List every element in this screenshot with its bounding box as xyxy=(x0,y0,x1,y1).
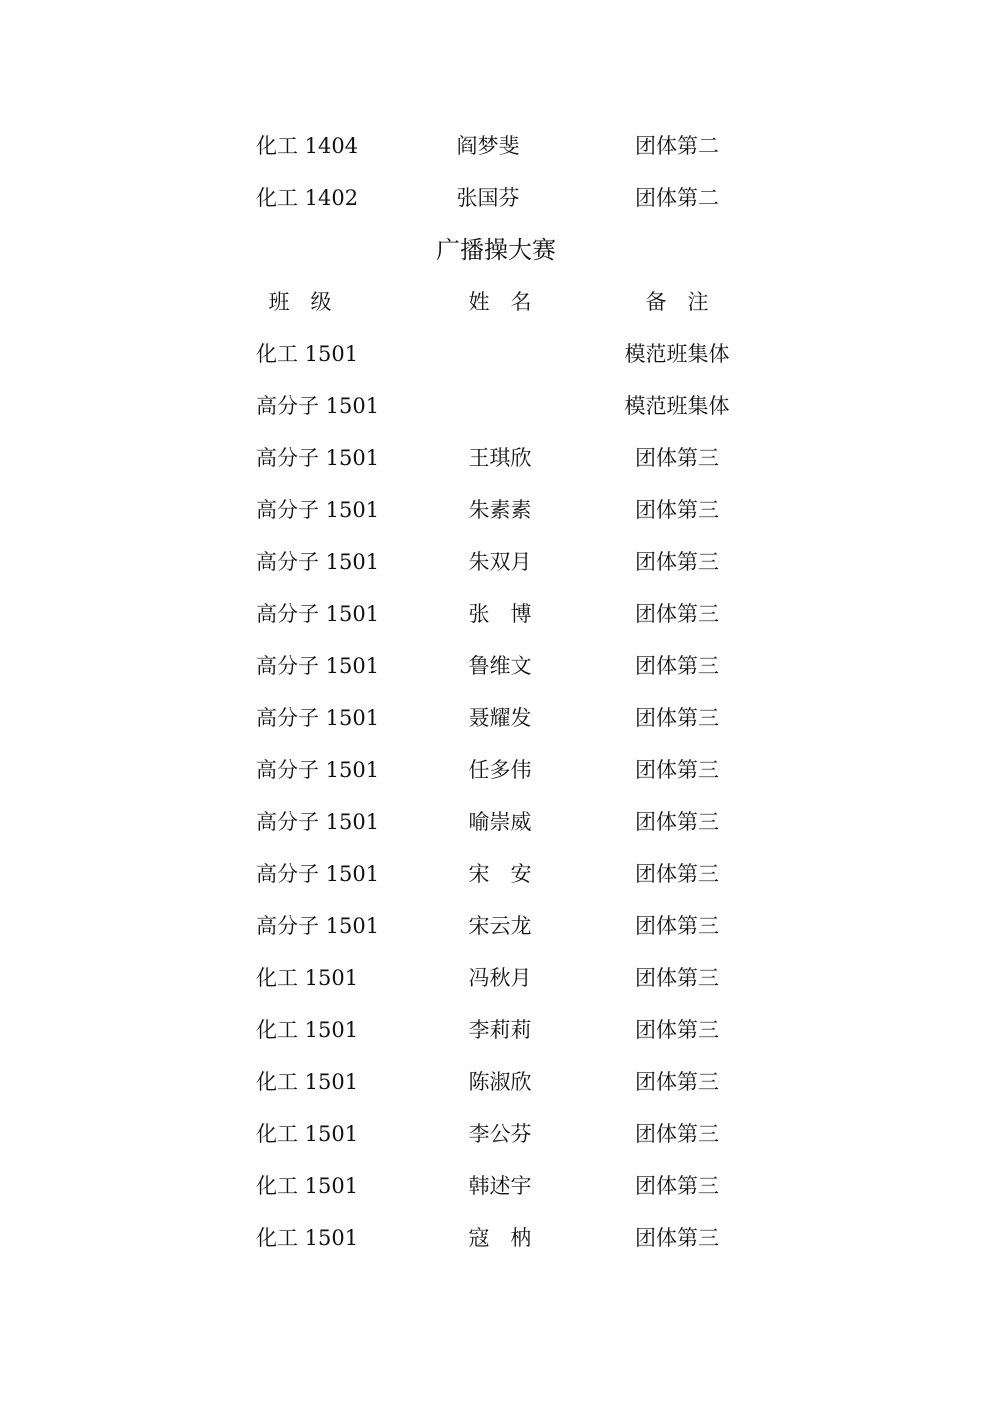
note-cell: 团体第三 xyxy=(635,862,719,886)
class-cell: 化工 1501 xyxy=(256,1018,359,1042)
name-cell: 聂耀发 xyxy=(468,706,532,730)
class-cell: 化工 1501 xyxy=(256,1070,359,1094)
table-header xyxy=(0,276,992,328)
note-cell: 模范班集体 xyxy=(624,394,730,418)
class-cell: 高分子 1501 xyxy=(256,602,380,626)
name-cell: 王琪欣 xyxy=(468,446,532,470)
class-cell: 高分子 1501 xyxy=(256,810,380,834)
class-cell: 高分子 1501 xyxy=(256,914,380,938)
table-row xyxy=(0,588,992,640)
note-cell: 团体第三 xyxy=(635,602,719,626)
name-cell: 张国芬 xyxy=(456,186,520,210)
table-row xyxy=(0,1160,992,1212)
table-row xyxy=(0,1004,992,1056)
note-cell: 团体第三 xyxy=(635,966,719,990)
class-cell: 高分子 1501 xyxy=(256,498,380,522)
table-row xyxy=(0,692,992,744)
table-row xyxy=(0,484,992,536)
name-cell: 宋 安 xyxy=(468,862,532,886)
table-row xyxy=(0,328,992,380)
note-cell: 团体第三 xyxy=(635,810,719,834)
class-cell: 化工 1501 xyxy=(256,1174,359,1198)
note-cell: 团体第三 xyxy=(635,1226,719,1250)
name-cell: 张 博 xyxy=(468,602,532,626)
table-row xyxy=(0,536,992,588)
class-cell: 高分子 1501 xyxy=(256,862,380,886)
class-header: 班 级 xyxy=(268,290,332,314)
class-cell: 高分子 1501 xyxy=(256,758,380,782)
table-row xyxy=(0,640,992,692)
note-cell: 团体第二 xyxy=(635,134,719,158)
name-header: 姓 名 xyxy=(468,290,532,314)
table-row xyxy=(0,952,992,1004)
class-cell: 化工 1501 xyxy=(256,1226,359,1250)
name-cell: 朱双月 xyxy=(468,550,532,574)
note-cell: 团体第三 xyxy=(635,1174,719,1198)
class-cell: 化工 1402 xyxy=(256,186,359,210)
table-row xyxy=(0,796,992,848)
class-cell: 高分子 1501 xyxy=(256,446,380,470)
note-cell: 团体第三 xyxy=(635,706,719,730)
class-cell: 高分子 1501 xyxy=(256,394,380,418)
class-cell: 化工 1501 xyxy=(256,966,359,990)
name-cell: 朱素素 xyxy=(468,498,532,522)
note-cell: 团体第三 xyxy=(635,1018,719,1042)
note-cell: 团体第三 xyxy=(635,550,719,574)
section-title: 广播操大赛 xyxy=(436,236,556,264)
class-cell: 化工 1404 xyxy=(256,134,359,158)
class-cell: 高分子 1501 xyxy=(256,654,380,678)
note-cell: 模范班集体 xyxy=(624,342,730,366)
name-cell: 李莉莉 xyxy=(468,1018,532,1042)
note-cell: 团体第三 xyxy=(635,1122,719,1146)
name-cell: 喻崇威 xyxy=(468,810,532,834)
class-cell: 高分子 1501 xyxy=(256,706,380,730)
name-cell: 任多伟 xyxy=(468,758,532,782)
table-row xyxy=(0,848,992,900)
name-cell: 韩述宇 xyxy=(468,1174,532,1198)
note-cell: 团体第三 xyxy=(635,498,719,522)
table-row xyxy=(0,1108,992,1160)
note-cell: 团体第三 xyxy=(635,758,719,782)
note-cell: 团体第二 xyxy=(635,186,719,210)
table-row xyxy=(0,172,992,224)
table-row xyxy=(0,900,992,952)
class-cell: 化工 1501 xyxy=(256,1122,359,1146)
note-cell: 团体第三 xyxy=(635,1070,719,1094)
table-row xyxy=(0,1056,992,1108)
note-cell: 团体第三 xyxy=(635,914,719,938)
name-cell: 宋云龙 xyxy=(468,914,532,938)
class-cell: 化工 1501 xyxy=(256,342,359,366)
table-row xyxy=(0,1212,992,1264)
note-header: 备 注 xyxy=(645,290,709,314)
table-row xyxy=(0,380,992,432)
name-cell: 李公芬 xyxy=(468,1122,532,1146)
class-cell: 高分子 1501 xyxy=(256,550,380,574)
name-cell: 阎梦斐 xyxy=(456,134,520,158)
name-cell: 冯秋月 xyxy=(468,966,532,990)
table-row xyxy=(0,432,992,484)
name-cell: 鲁维文 xyxy=(468,654,532,678)
table-row xyxy=(0,744,992,796)
name-cell: 陈淑欣 xyxy=(468,1070,532,1094)
note-cell: 团体第三 xyxy=(635,446,719,470)
note-cell: 团体第三 xyxy=(635,654,719,678)
table-row xyxy=(0,120,992,172)
name-cell: 寇 枘 xyxy=(468,1226,532,1250)
